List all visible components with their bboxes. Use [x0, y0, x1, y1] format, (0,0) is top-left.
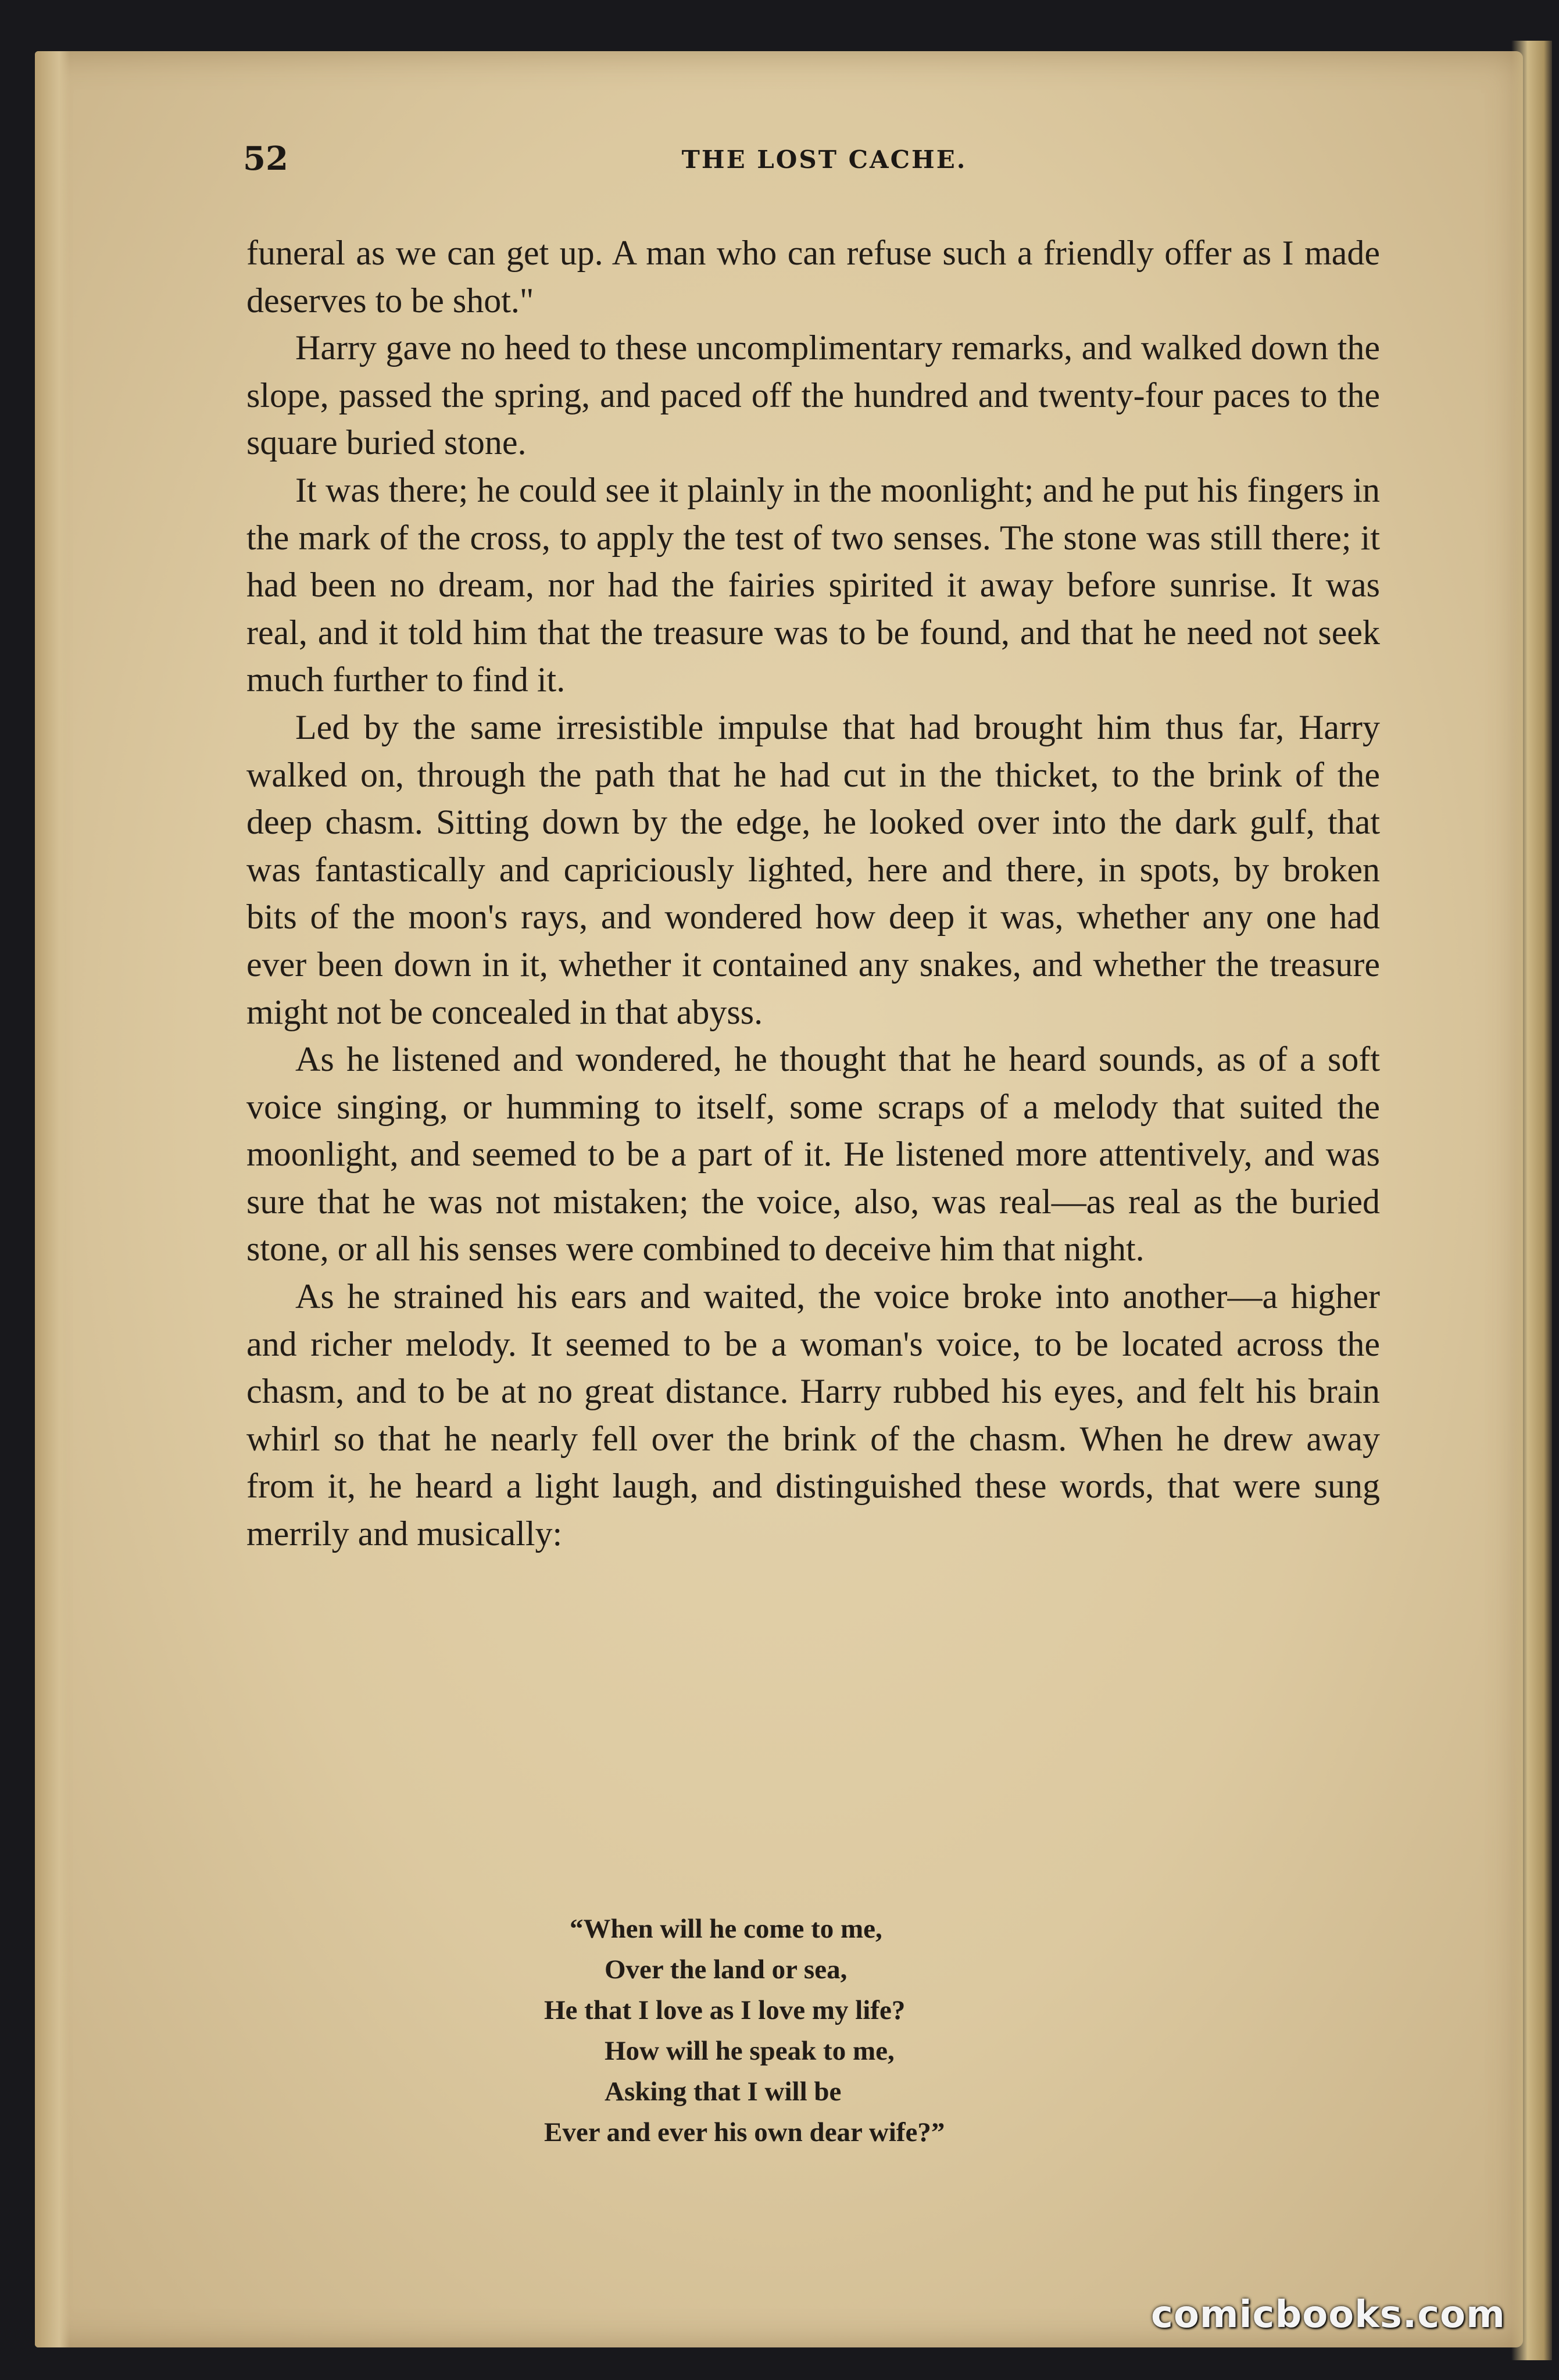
body-text [246, 230, 1380, 1558]
page-right-edge [1511, 41, 1552, 2360]
page-left-edge [35, 51, 70, 2347]
paragraph: Led by the same irresistible impulse that had brought him thus far, Harry walked on, through the path that he had cut in the thicket, to the brink of the deep chasm. Sitting down by the edge, he looked over into the dark gulf, that was fantastically and capriciously lighted, here and there, in spots, by broken bits of the moon's rays, and wondered how deep it was, whether any one had ever been down in it, whether it contained any snakes, and whether the treasure might not be concealed in that abyss. [246, 707, 1380, 1031]
paragraph: funeral as we can get up. A man who can refuse such a friendly offer as I made deserves to be shot." [246, 234, 1380, 320]
verse-line: Asking that I will be [605, 2077, 842, 2107]
verse-line: Over the land or sea, [605, 1954, 848, 1985]
verse-line: How will he speak to me, [605, 2036, 895, 2066]
page-header [243, 140, 1382, 186]
verse-block [523, 1909, 1163, 2153]
paragraph: Harry gave no heed to these uncomplimentary remarks, and walked down the slope, passed the spring, and paced off the hundred and twenty-four paces to the square buried stone. [246, 328, 1380, 462]
verse-line: Ever and ever his own dear wife?” [544, 2117, 945, 2147]
page-number: 52 [243, 140, 288, 178]
paragraph: As he listened and wondered, he thought that he heard sounds, as of a soft voice singing, or humming to itself, some scraps of a melody that suited the moonlight, and seemed to be a part of it. He listened more attentively, and was sure that he was not mistaken; the voice, also, was real—as real as the buried stone, or all his senses were combined to deceive him that night. [246, 1040, 1380, 1268]
verse-line: “When will he come to me, [570, 1914, 882, 1944]
paragraph: As he strained his ears and waited, the voice broke into another—a higher and richer melody. It seemed to be a woman's voice, to be located across the chasm, and to be at no great distance. Harry rubbed his eyes, and felt his brain whirl so that he nearly fell over the brink of the chasm. When he drew away from it, he heard a light laugh, and distinguished these words, that were sung merrily and musically: [246, 1277, 1380, 1553]
verse-line: He that I love as I love my life? [544, 1995, 906, 2025]
running-head: THE LOST CACHE. [681, 145, 967, 174]
paragraph: It was there; he could see it plainly in the moonlight; and he put his fingers in the mark of the cross, to apply the test of two senses. The stone was still there; it had been no dream, nor had the fairies spirited it away before sunrise. It was real, and it told him that the treasure was to be found, and that he need not seek much further to find it. [246, 470, 1380, 699]
watermark: comicbooks.com [1151, 2293, 1506, 2336]
